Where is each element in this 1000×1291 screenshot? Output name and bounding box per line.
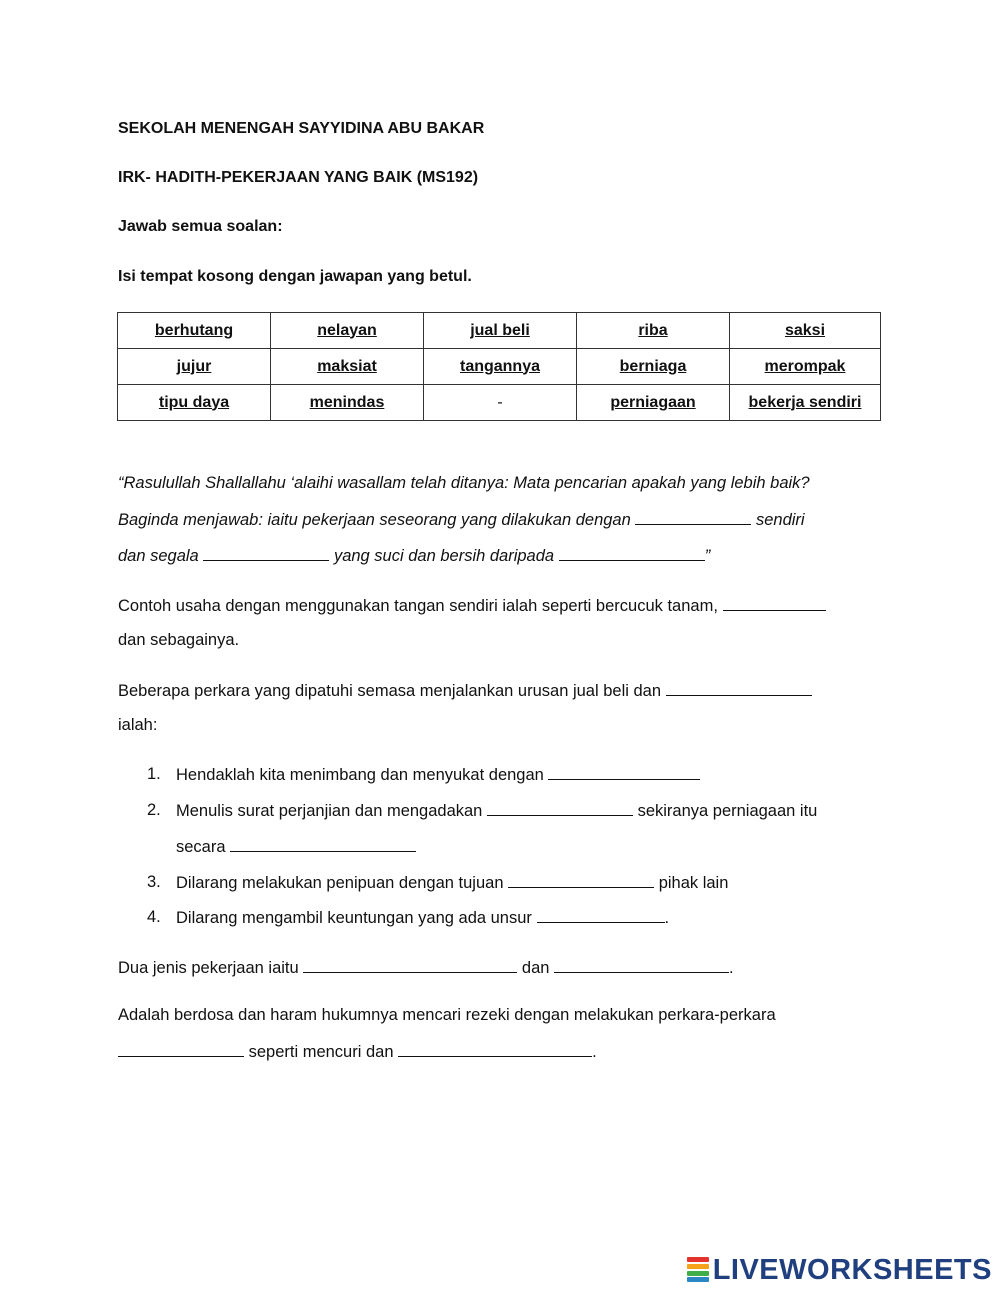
logo-mark-bar [687,1257,709,1262]
list-text: Dilarang melakukan penipuan dengan tujuan [176,874,504,892]
hadith-text: yang suci dan bersih daripada [333,547,555,565]
list-number: 1. [147,765,161,783]
list-text: Hendaklah kita menimbang dan menyukat dengan [176,766,544,784]
list-number: 3. [147,873,161,891]
list-text: . [664,909,670,927]
word-bank-cell: jual beli [424,313,577,349]
blank-berdosa-2[interactable] [398,1042,592,1057]
question-text: dan [521,959,550,977]
word-bank-cell: bekerja sendiri [730,385,881,421]
blank-list-3[interactable] [508,873,654,888]
question-perkara-line-2: ialah: [118,716,158,734]
school-name: SEKOLAH MENENGAH SAYYIDINA ABU BAKAR [118,120,485,137]
question-berdosa-line-2 [118,1042,597,1062]
question-berdosa-line-1: Adalah berdosa dan haram hukumnya mencari rezeki dengan melakukan perkara-perkara [118,1006,776,1024]
hadith-text: Baginda menjawab: iaitu pekerjaan seseorang yang dilakukan dengan [118,511,631,529]
list-item-2-cont [176,837,416,857]
word-bank-cell: berniaga [577,349,730,385]
instruction-fill-blanks: Isi tempat kosong dengan jawapan yang betul. [118,268,472,285]
blank-tipu-daya[interactable] [559,546,705,561]
hadith-line-1: “Rasulullah Shallallahu ‘alaihi wasallam telah ditanya: Mata pencarian apakah yang lebih baik? [118,474,810,492]
word-bank-cell: merompak [730,349,881,385]
list-item-2 [176,801,817,821]
subject-title: IRK- HADITH-PEKERJAAN YANG BAIK (MS192) [118,169,479,186]
word-bank-cell: menindas [271,385,424,421]
list-text: sekiranya perniagaan itu [637,802,818,820]
blank-list-2b[interactable] [230,837,416,852]
blank-dua-2[interactable] [554,958,729,973]
word-bank-cell: nelayan [271,313,424,349]
logo-mark-bar [687,1271,709,1276]
logo-text: LIVEWORKSHEETS [712,1253,992,1286]
list-number: 2. [147,801,161,819]
question-text: Dua jenis pekerjaan iaitu [118,959,299,977]
hadith-line-3 [118,546,710,566]
list-item-4 [176,908,669,928]
liveworksheets-logo [687,1252,992,1288]
word-bank-cell: riba [577,313,730,349]
blank-jual-beli[interactable] [203,546,329,561]
blank-tangannya[interactable] [635,510,751,525]
logo-mark-bar [687,1277,709,1282]
word-bank-cell: saksi [730,313,881,349]
word-bank-cell: - [424,385,577,421]
list-text: Menulis surat perjanjian dan mengadakan [176,802,483,820]
question-contoh-line-2: dan sebagainya. [118,631,240,649]
hadith-text: ” [704,547,711,565]
word-bank-table [117,312,881,421]
blank-list-4[interactable] [537,908,665,923]
question-text: Contoh usaha dengan menggunakan tangan sendiri ialah seperti bercucuk tanam, [118,597,718,615]
list-item-3 [176,873,728,893]
blank-perkara[interactable] [666,681,812,696]
word-bank-cell: berhutang [118,313,271,349]
question-dua-jenis [118,958,734,978]
word-bank-cell: tipu daya [118,385,271,421]
logo-mark-icon [687,1257,709,1283]
blank-berdosa-1[interactable] [118,1042,244,1057]
hadith-text: dan segala [118,547,199,565]
question-perkara-line-1 [118,681,812,701]
blank-list-1[interactable] [548,765,700,780]
blank-dua-1[interactable] [303,958,517,973]
list-text: Dilarang mengambil keuntungan yang ada unsur [176,909,532,927]
question-text: Beberapa perkara yang dipatuhi semasa menjalankan urusan jual beli dan [118,682,662,700]
word-bank-cell: tangannya [424,349,577,385]
question-text: . [592,1043,597,1061]
hadith-text: sendiri [755,511,805,529]
instruction-answer-all: Jawab semua soalan: [118,218,283,235]
question-text: seperti mencuri dan [248,1043,394,1061]
word-bank-cell: maksiat [271,349,424,385]
word-bank-cell: jujur [118,349,271,385]
question-text: . [729,959,734,977]
hadith-line-2 [118,510,805,530]
list-text: pihak lain [658,874,729,892]
word-bank-cell: perniagaan [577,385,730,421]
blank-contoh[interactable] [723,596,826,611]
word-bank-row [118,313,881,349]
question-contoh-line-1 [118,596,826,616]
word-bank-row [118,385,881,421]
list-number: 4. [147,908,161,926]
list-text: secara [176,838,226,856]
list-item-1 [176,765,700,785]
blank-list-2a[interactable] [487,801,633,816]
logo-mark-bar [687,1264,709,1269]
word-bank-row [118,349,881,385]
